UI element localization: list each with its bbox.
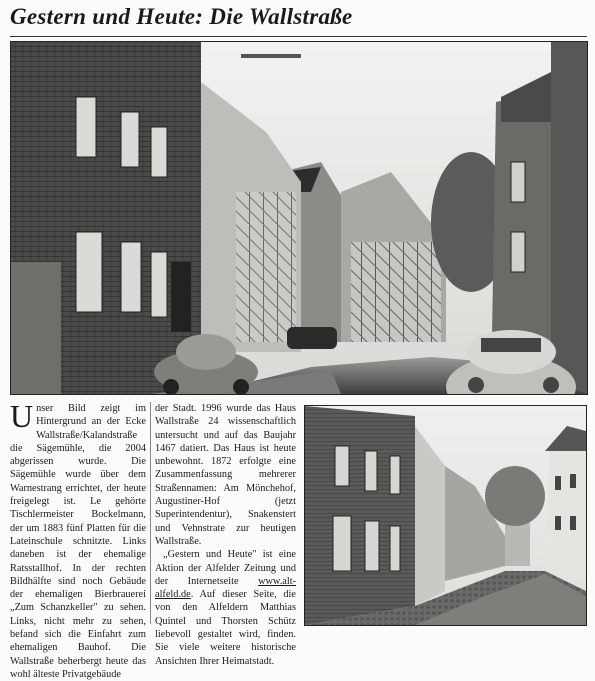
column-divider: [150, 402, 151, 624]
website-link[interactable]: www.alt-alfeld.de: [155, 575, 296, 601]
article-paragraph-2: der Stadt. 1996 wurde das Haus Wallstraße 24 wissenschaftlich untersucht und auf das Baujahr 1467 datiert. Das Haus ist heute unbewohnt. 1872 erfolgte eine Zusammenfassung mehrerer Straßennamen: Am Mönchehof, Augustiner-Hof (jetzt Superintendentur), Snakenstert und Vehnstrate zur heutigen Wallstraße.: [155, 403, 296, 547]
headline: Gestern und Heute: Die Wallstraße: [10, 4, 353, 29]
historic-street-photo: [10, 41, 588, 395]
article-column-2: [155, 402, 296, 668]
p3-text-after-link: . Auf dieser Seite, die von den Alfeldern Matthias Quintel und Thorsten Schütz liebevoll gestaltet wird, finden. Sie viele weitere historische Ansichten Ihrer Heimatstadt.: [155, 589, 296, 667]
drop-cap: U: [10, 398, 34, 434]
modern-street-photo: [304, 405, 587, 626]
article-paragraph-1: nser Bild zeigt im Hintergrund an der Ecke Wallstraße/Kalandstraße die Sägemühle, die 2004 abgerissen wurde. Die Sägemühle wurde über dem Warnestrang errichtet, der heute freigelegt ist. Le gehörte Tischlermeister Bockelmann, der um 1883 fünf Platten für die Lateinschule schnitzte. Links daneben ist der ehemalige Ratsstallhof. In der rechten Bildhälfte sind noch Gebäude der ehemaligen Bierbrauerei „Zum Schanzkeller" zu sehen. Links, nicht mehr zu sehen, befand sich die Einfahrt zum ehemaligen Bauhof. Die Wallstraße beherbergt heute das wohl älteste Privatgebäude: [10, 403, 146, 680]
article-paragraph-3: [155, 548, 296, 668]
p3-text-before-link: „Gestern und Heute" ist eine Aktion der Alfelder Zeitung und der Internetseite: [155, 549, 296, 587]
article-column-1: [10, 398, 146, 681]
headline-rule: [10, 36, 587, 37]
